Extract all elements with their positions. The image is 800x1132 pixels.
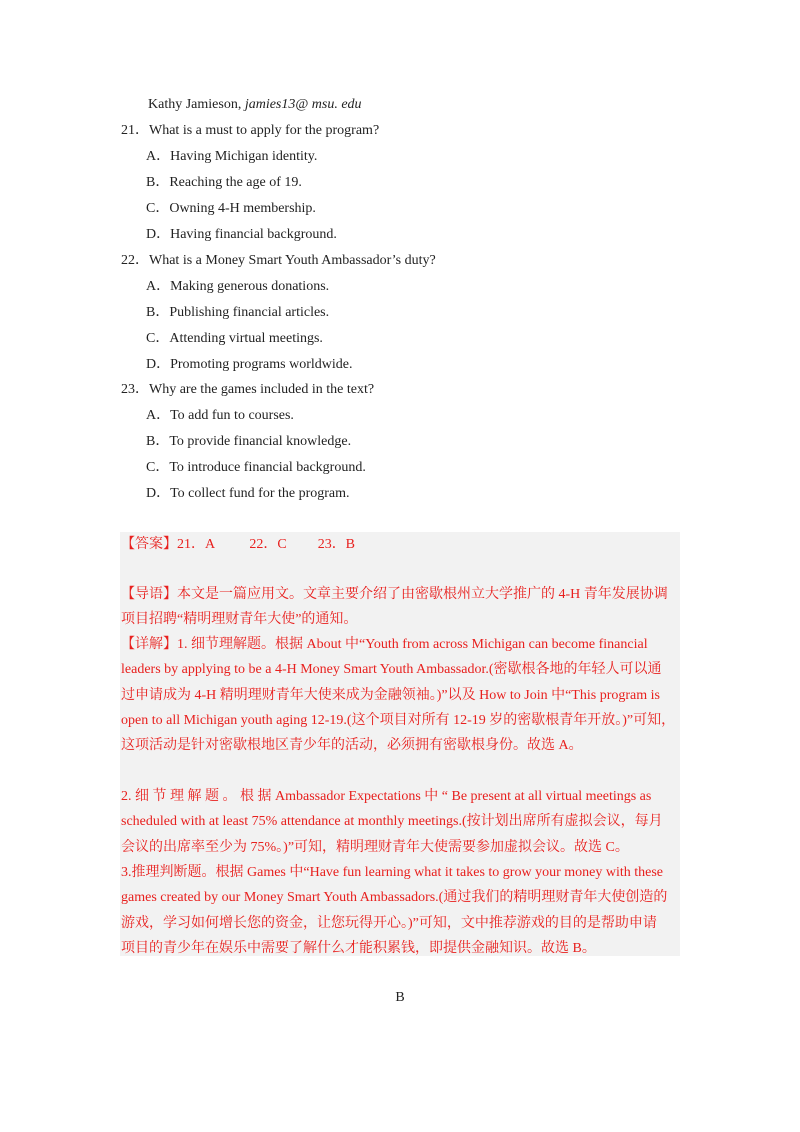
question-21-option-b: B．Reaching the age of 19. <box>146 175 302 190</box>
question-23-option-d: D．To collect fund for the program. <box>146 486 350 501</box>
detail-line: 游戏，学习如何增长您的资金，让您玩得开心。)”可知，文中推荐游戏的目的是帮助申请 <box>121 915 657 931</box>
detail-line: 2. 细 节 理 解 题 。 根 据 Ambassador Expectations 中 “ Be present at all virtual meetings as <box>121 789 652 804</box>
detail-line: scheduled with at least 75% attendance at monthly meetings.(按计划出席所有虚拟会议，每月 <box>121 814 663 830</box>
detail-line: 3.推理判断题。根据 Games 中“Have fun learning what it takes to grow your money with these <box>121 865 664 880</box>
question-22-option-c: C．Attending virtual meetings. <box>146 331 323 346</box>
detail-line: 这项活动是针对密歇根地区青少年的活动，必须拥有密歇根身份。故选 A。 <box>121 738 583 754</box>
detail-line: 【详解】1. 细节理解题。根据 About 中“Youth from across Michigan can become financial <box>121 637 648 652</box>
question-23-stem: 23．Why are the games included in the text? <box>121 382 375 397</box>
question-22-option-a: A．Making generous donations. <box>146 279 330 294</box>
answer-21: 【答案】21．A <box>121 537 215 552</box>
answer-line <box>121 536 355 554</box>
detail-1-paragraph <box>121 632 679 758</box>
guide-line: 【导语】本文是一篇应用文。文章主要介绍了由密歇根州立大学推广的 4-H 青年发展协调 <box>121 587 668 602</box>
detail-line: leaders by applying to be a 4-H Money Smart Youth Ambassador.(密歇根各地的年轻人可以通 <box>121 662 662 678</box>
question-21-option-a: A．Having Michigan identity. <box>146 149 318 164</box>
contact-line <box>148 96 362 114</box>
detail-line: 项目的青少年在娱乐中需要了解什么才能积累钱，即提供金融知识。故选 B。 <box>121 940 596 956</box>
detail-line: games created by our Money Smart Youth Ambassadors.(通过我们的精明理财青年大使创造的 <box>121 890 668 906</box>
question-22-stem: 22．What is a Money Smart Youth Ambassador’s duty? <box>121 253 436 268</box>
contact-email: jamies13@ msu. edu <box>244 97 362 112</box>
detail-3-paragraph <box>121 860 679 961</box>
question-23-option-a: A．To add fun to courses. <box>146 408 294 423</box>
question-22-option-d: D．Promoting programs worldwide. <box>146 357 353 372</box>
question-21-stem: 21．What is a must to apply for the program? <box>121 123 380 138</box>
detail-line: open to all Michigan youth aging 12-19.(这个项目对所有 12-19 岁的密歇根青年开放。)”可知， <box>121 712 676 728</box>
guide-line: 项目招聘“精明理财青年大使”的通知。 <box>121 612 358 628</box>
question-21-option-c: C．Owning 4-H membership. <box>146 201 316 216</box>
question-22-option-b: B．Publishing financial articles. <box>146 305 330 320</box>
guide-paragraph <box>121 582 679 633</box>
section-marker: B <box>395 990 405 1005</box>
detail-2-paragraph <box>121 784 679 860</box>
contact-name: Kathy Jamieson, <box>148 97 242 112</box>
question-23-option-b: B．To provide financial knowledge. <box>146 434 352 449</box>
question-23-option-c: C．To introduce financial background. <box>146 460 366 475</box>
question-21-option-d: D．Having financial background. <box>146 227 337 242</box>
answer-23: 23．B <box>317 537 356 552</box>
answer-22: 22．C <box>249 537 287 552</box>
detail-line: 会议的出席率至少为 75%。)”可知，精明理财青年大使需要参加虚拟会议。故选 C。 <box>121 839 629 855</box>
detail-line: 过申请成为 4-H 精明理财青年大使来成为金融领袖。)”以及 How to Join 中“This program is <box>121 687 660 703</box>
